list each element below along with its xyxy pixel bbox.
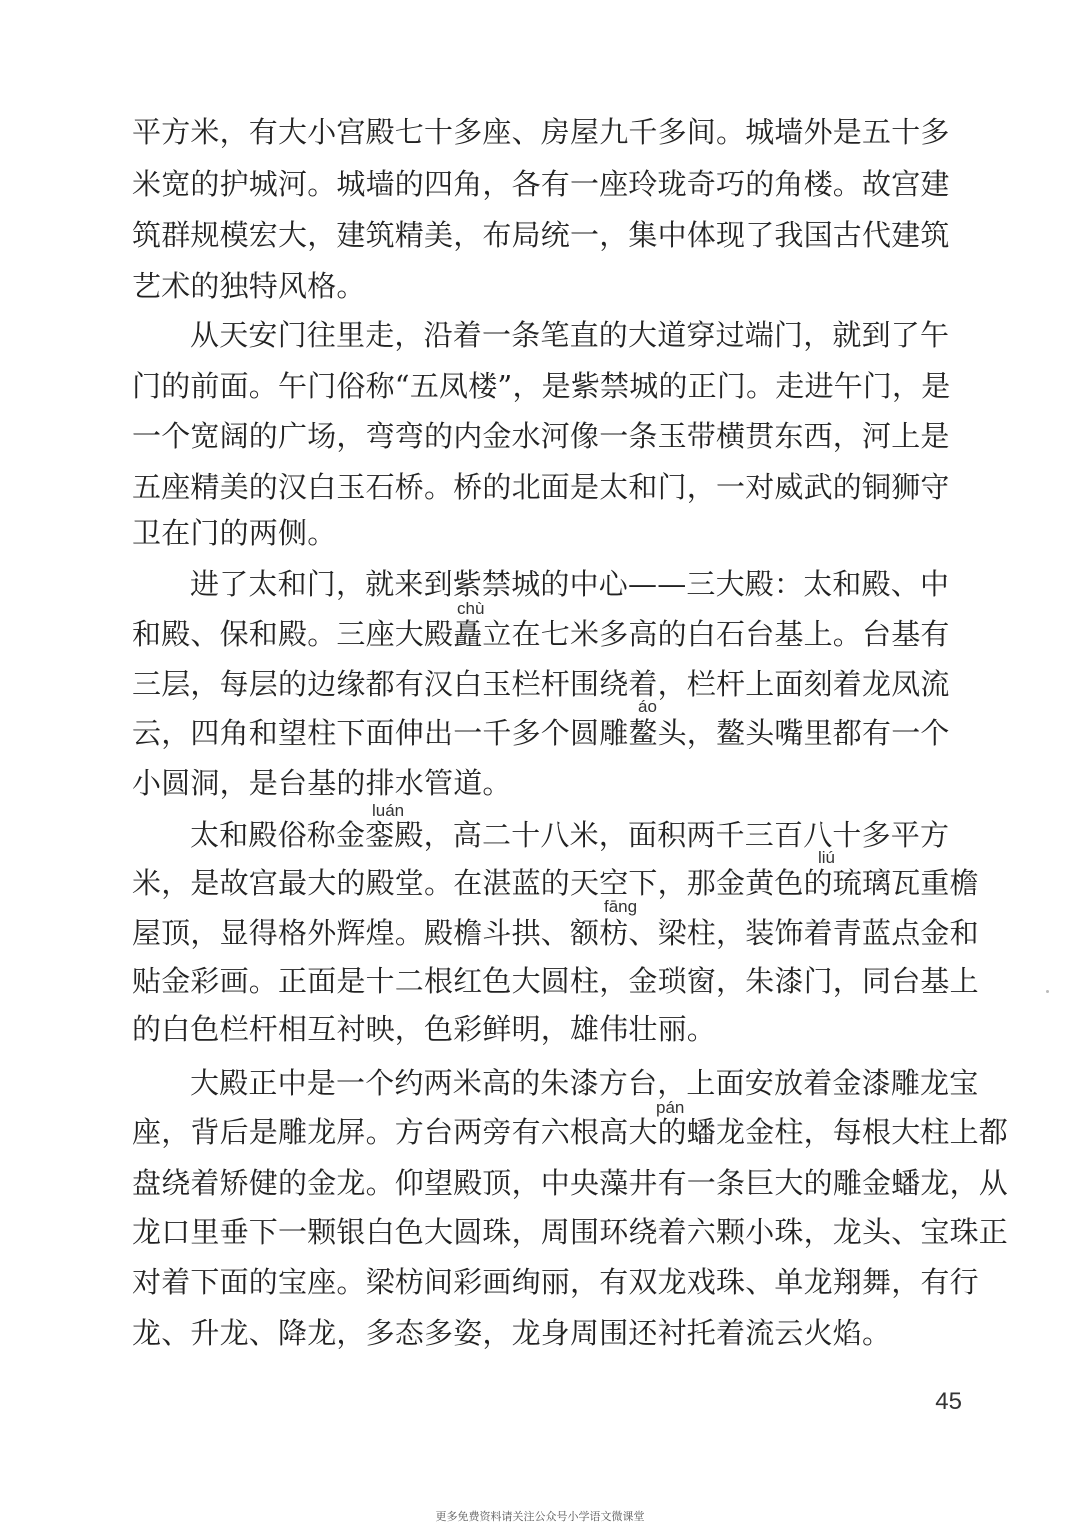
pinyin-annotation: áo xyxy=(638,697,657,716)
pinyin-annotation: luán xyxy=(372,801,405,820)
pinyin-annotation: fāng xyxy=(604,897,638,916)
pinyin-annotation: pán xyxy=(656,1098,685,1117)
scan-speck xyxy=(1046,990,1049,993)
text-line: 门的前面。午门俗称“五凤楼”，是紫禁城的正门。走进午门，是 xyxy=(132,369,951,403)
text-line: 龙口里垂下一颗银白色大圆珠，周围环绕着六颗小珠，龙头、宝珠正 xyxy=(132,1215,1009,1249)
pinyin-annotation: chù xyxy=(457,599,485,618)
text-line: 盘绕着矫健的金龙。仰望殿顶，中央藻井有一条巨大的雕金蟠龙，从 xyxy=(132,1166,1009,1200)
text-line: 米，是故宫最大的殿堂。在湛蓝的天空下，那金黄色的琉璃瓦重檐 xyxy=(132,866,979,900)
paragraph-first-line: 进了太和门，就来到紫禁城的中心——三大殿：太和殿、中 xyxy=(190,567,950,601)
text-line: 云，四角和望柱下面伸出一千多个圆雕鳌头，鳌头嘴里都有一个 xyxy=(132,716,950,750)
paragraph-first-line: 大殿正中是一个约两米高的朱漆方台，上面安放着金漆雕龙宝 xyxy=(190,1066,979,1100)
paragraph-first-line: 从天安门往里走，沿着一条笔直的大道穿过端门，就到了午 xyxy=(190,318,950,352)
text-line: 的白色栏杆相互衬映，色彩鲜明，雄伟壮丽。 xyxy=(132,1012,717,1046)
text-line: 艺术的独特风格。 xyxy=(132,269,366,303)
text-line: 龙、升龙、降龙，多态多姿，龙身周围还衬托着流云火焰。 xyxy=(132,1316,892,1350)
text-line: 对着下面的宝座。梁枋间彩画绚丽，有双龙戏珠、单龙翔舞，有行 xyxy=(132,1265,979,1299)
footer-note: 更多免费资料请关注公众号小学语文微课堂 xyxy=(435,1510,645,1523)
text-line: 一个宽阔的广场，弯弯的内金水河像一条玉带横贯东西，河上是 xyxy=(132,419,950,453)
text-line: 平方米，有大小宫殿七十多座、房屋九千多间。城墙外是五十多 xyxy=(132,115,950,149)
text-line: 小圆洞，是台基的排水管道。 xyxy=(132,766,512,800)
page-number: 45 xyxy=(935,1388,962,1415)
text-line: 筑群规模宏大，建筑精美，布局统一，集中体现了我国古代建筑 xyxy=(132,218,950,252)
text-line: 米宽的护城河。城墙的四角，各有一座玲珑奇巧的角楼。故宫建 xyxy=(132,167,950,201)
text-line: 座，背后是雕龙屏。方台两旁有六根高大的蟠龙金柱，每根大柱上都 xyxy=(132,1115,1009,1149)
text-line: 屋顶，显得格外辉煌。殿檐斗拱、额枋、梁柱，装饰着青蓝点金和 xyxy=(132,916,979,950)
pinyin-annotation: liú xyxy=(818,848,836,867)
text-line: 五座精美的汉白玉石桥。桥的北面是太和门，一对威武的铜狮守 xyxy=(132,470,950,504)
text-line: 卫在门的两侧。 xyxy=(132,516,337,550)
paragraph-first-line: 太和殿俗称金銮殿，高二十八米，面积两千三百八十多平方 xyxy=(190,818,950,852)
text-line: 三层，每层的边缘都有汉白玉栏杆围绕着，栏杆上面刻着龙凤流 xyxy=(132,667,950,701)
text-line: 贴金彩画。正面是十二根红色大圆柱，金琐窗，朱漆门，同台基上 xyxy=(132,964,979,998)
text-line: 和殿、保和殿。三座大殿矗立在七米多高的白石台基上。台基有 xyxy=(132,617,950,651)
